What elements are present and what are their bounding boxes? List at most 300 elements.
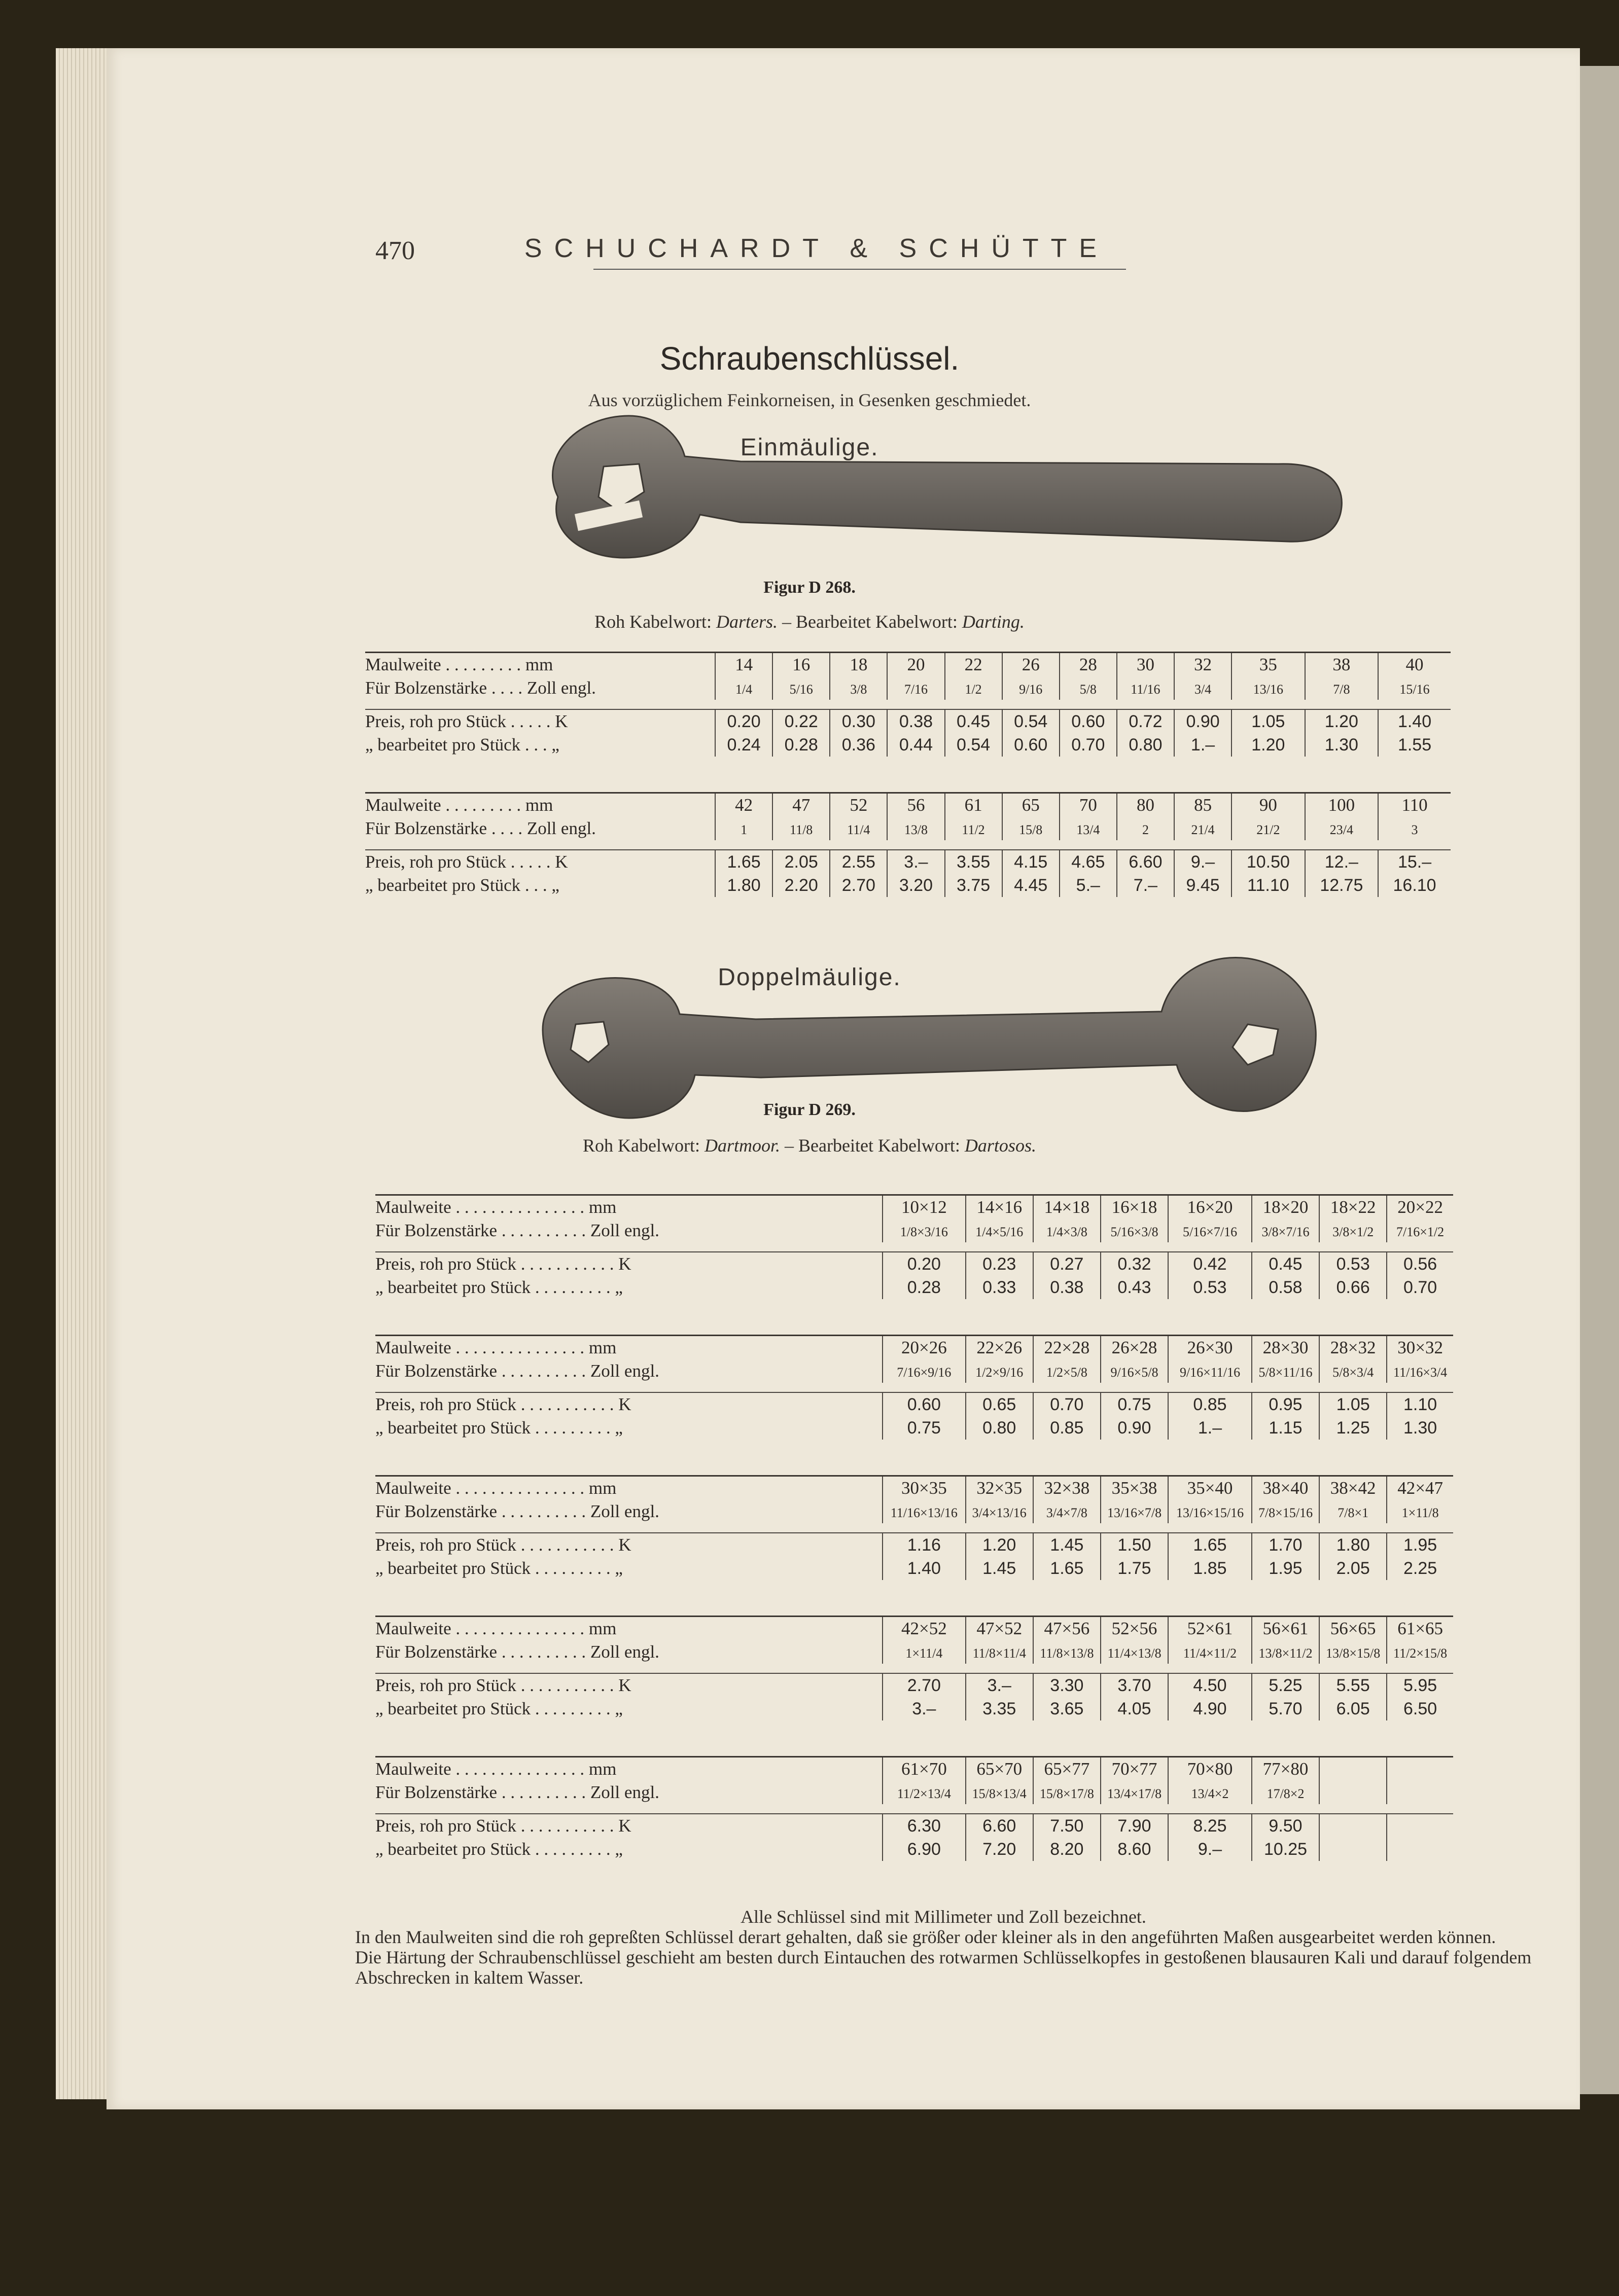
table-cell: 0.85 — [1050, 1418, 1084, 1438]
table-cell: 2.70 — [907, 1676, 941, 1695]
table-cell: 6.50 — [1403, 1699, 1437, 1718]
table-cell: 3.65 — [1050, 1699, 1084, 1718]
table-cell: 35×38 — [1111, 1478, 1157, 1498]
table-cell: 0.38 — [899, 712, 933, 731]
table-cell: 77×80 — [1262, 1759, 1309, 1779]
table-cell: 9.– — [1198, 1840, 1222, 1859]
table-cell: 28×32 — [1330, 1338, 1376, 1357]
table-cell: 90 — [1259, 795, 1277, 815]
table-cell: 15.– — [1397, 852, 1432, 872]
table-cell: 0.70 — [1403, 1278, 1437, 1297]
table-cell: 4.50 — [1193, 1676, 1227, 1695]
table-cell: 0.54 — [956, 735, 991, 755]
table-cell: 0.20 — [727, 712, 761, 731]
table-cell: 8.25 — [1193, 1816, 1227, 1836]
table-row — [375, 1392, 1453, 1416]
table-cell: 1.05 — [1336, 1395, 1370, 1414]
table-cell: 52 — [850, 795, 868, 815]
table-row — [365, 850, 1451, 874]
note-2: In den Maulweiten sind die roh gepreßten Schlüssel derart gehalten, daß sie größer oder kleiner als in den angeführten Maßen ausgearbeitet werden können. — [355, 1927, 1496, 1947]
table-cell: 1/8×3/16 — [900, 1225, 948, 1239]
row-label: Für Bolzenstärke . . . . . . . . . . Zoll engl. — [375, 1221, 659, 1240]
row-label: Maulweite . . . . . . . . . . . . . . . mm — [375, 1195, 883, 1219]
table-cell: 0.80 — [1129, 735, 1163, 755]
table-cell: 1.85 — [1193, 1559, 1227, 1578]
row-label: Preis, roh pro Stück . . . . . K — [365, 709, 715, 733]
table-cell: 0.70 — [1071, 735, 1105, 755]
table-cell: 35×40 — [1187, 1478, 1233, 1498]
table-cell: 80 — [1136, 795, 1154, 815]
row-label: Preis, roh pro Stück . . . . . K — [365, 850, 715, 874]
table-row — [375, 1195, 1453, 1219]
kabel-prefix: Roh Kabelwort: — [583, 1135, 705, 1156]
table-row — [375, 1416, 1453, 1440]
table-cell: 11/16×3/4 — [1393, 1365, 1448, 1380]
table-cell: 18×20 — [1262, 1197, 1309, 1217]
table-cell: 7/8×1 — [1338, 1505, 1369, 1520]
table-row — [375, 1500, 1453, 1523]
table-cell: 1×11/4 — [905, 1646, 943, 1661]
table-cell: 85 — [1194, 795, 1212, 815]
table-cell: 4.05 — [1117, 1699, 1151, 1718]
table-cell: 1.10 — [1403, 1395, 1437, 1414]
section-heading-doppelmaulig: Doppelmäulige. — [718, 964, 901, 991]
table-cell: 0.36 — [841, 735, 875, 755]
table-cell: 14×18 — [1044, 1197, 1090, 1217]
table-cell: 1.70 — [1269, 1535, 1303, 1555]
table-cell: 1.25 — [1336, 1418, 1370, 1438]
table-cell: 14×16 — [976, 1197, 1023, 1217]
table-row — [375, 1814, 1453, 1838]
table-cell: 70×80 — [1187, 1759, 1233, 1779]
table-cell: 70 — [1079, 795, 1097, 815]
row-label: Maulweite . . . . . . . . . . . . . . . mm — [375, 1757, 883, 1781]
table-cell: 5.70 — [1269, 1699, 1303, 1718]
table-row — [375, 1697, 1453, 1720]
table-cell: 12.75 — [1320, 876, 1363, 895]
row-label: „ bearbeitet pro Stück . . . . . . . . . „ — [375, 1839, 623, 1859]
price-table-einmaulig — [365, 652, 1451, 932]
table-cell: 1.75 — [1117, 1559, 1151, 1578]
table-cell: 6.05 — [1336, 1699, 1370, 1718]
table-cell: 5/8×3/4 — [1332, 1365, 1374, 1380]
table-cell: 7.20 — [982, 1840, 1016, 1859]
table-cell: 13/16 — [1253, 682, 1283, 697]
table-row — [365, 653, 1451, 677]
table-cell: 5.25 — [1269, 1676, 1303, 1695]
table-cell: 15/16 — [1399, 682, 1430, 697]
table-cell: 9.– — [1190, 852, 1215, 872]
table-cell: 1/2×5/8 — [1046, 1365, 1087, 1380]
table-cell: 13/4 — [1076, 822, 1100, 837]
table-row — [375, 1336, 1453, 1360]
table-cell: 0.43 — [1117, 1278, 1151, 1297]
table-cell: 0.33 — [982, 1278, 1016, 1297]
table-cell: 8.60 — [1117, 1840, 1151, 1859]
table-cell: 1.65 — [1050, 1559, 1084, 1578]
table-cell: 0.38 — [1050, 1278, 1084, 1297]
table-cell: 16 — [792, 655, 811, 674]
table-cell: 0.60 — [1014, 735, 1048, 755]
table-row — [365, 874, 1451, 897]
table-row — [365, 817, 1451, 840]
table-cell: 9/16×11/16 — [1179, 1365, 1241, 1380]
table-cell: 6.30 — [907, 1816, 941, 1836]
table-cell: 1.40 — [907, 1559, 941, 1578]
table-cell: 47×52 — [976, 1619, 1023, 1638]
page-header — [375, 226, 1263, 271]
table-cell: 38×42 — [1330, 1478, 1376, 1498]
table-cell: 35 — [1259, 655, 1277, 674]
table-cell: 65 — [1022, 795, 1040, 815]
table-cell: 1.– — [1198, 1418, 1222, 1438]
row-label: Für Bolzenstärke . . . . Zoll engl. — [365, 818, 596, 838]
table-cell: 16.10 — [1393, 876, 1436, 895]
running-title: SCHUCHARDT & SCHÜTTE — [524, 234, 1109, 263]
table-cell: 15/8×13/4 — [972, 1786, 1027, 1801]
table-cell: 0.60 — [907, 1395, 941, 1414]
table-cell: 7/8×15/16 — [1258, 1505, 1313, 1520]
table-cell: 3/4×7/8 — [1046, 1505, 1087, 1520]
table-cell: 13/16×15/16 — [1176, 1505, 1244, 1520]
table-cell: 13/8 — [904, 822, 928, 837]
table-cell: 30×35 — [901, 1478, 947, 1498]
table-cell: 1.20 — [1251, 735, 1285, 755]
table-cell: 3.75 — [956, 876, 991, 895]
table-cell: 0.75 — [907, 1418, 941, 1438]
table-cell: 0.22 — [784, 712, 818, 731]
table-cell: 1.65 — [1193, 1535, 1227, 1555]
table-cell: 0.32 — [1117, 1254, 1151, 1274]
table-cell: 7.90 — [1117, 1816, 1151, 1836]
table-cell: 26×30 — [1187, 1338, 1233, 1357]
table-cell: 0.45 — [956, 712, 991, 731]
table-cell: 7/16 — [904, 682, 928, 697]
table-cell: 1/4 — [735, 682, 753, 697]
table-cell: 21/2 — [1256, 822, 1280, 837]
table-cell: 3.– — [904, 852, 928, 872]
table-cell: 16×20 — [1187, 1197, 1233, 1217]
kabel-roh: Dartmoor. — [705, 1135, 781, 1156]
table-cell: 1.30 — [1324, 735, 1358, 755]
table-cell: 1.16 — [907, 1535, 941, 1555]
page-title: Schraubenschlüssel. — [659, 340, 960, 377]
table-cell: 1.65 — [727, 852, 761, 872]
table-cell: 0.85 — [1193, 1395, 1227, 1414]
table-cell: 20×22 — [1397, 1197, 1443, 1217]
table-cell: 18×22 — [1330, 1197, 1376, 1217]
table-cell: 11/16×13/16 — [890, 1505, 958, 1520]
table-cell: 0.58 — [1269, 1278, 1303, 1297]
table-cell: 11/8×11/4 — [972, 1646, 1026, 1661]
kabel-mid: – Bearbeitet Kabelwort: — [780, 1135, 965, 1156]
table-cell: 9.50 — [1269, 1816, 1303, 1836]
table-cell: 11.10 — [1247, 876, 1289, 895]
row-label: Preis, roh pro Stück . . . . . . . . . . . K — [375, 1392, 883, 1416]
table-cell: 5.95 — [1403, 1676, 1437, 1695]
table-cell: 42 — [735, 795, 753, 815]
table-cell: 0.28 — [784, 735, 818, 755]
table-cell: 42×52 — [901, 1619, 947, 1638]
table-cell: 1.80 — [727, 876, 761, 895]
kabel-line-2 — [0, 1135, 1619, 1156]
row-label: Preis, roh pro Stück . . . . . . . . . . . K — [375, 1673, 883, 1697]
table-row — [375, 1673, 1453, 1697]
table-cell: 56×61 — [1262, 1619, 1309, 1638]
table-cell: 0.30 — [841, 712, 875, 731]
table-cell: 0.44 — [899, 735, 933, 755]
table-cell: 11/2×13/4 — [897, 1786, 951, 1801]
note-1: Alle Schlüssel sind mit Millimeter und Zoll bezeichnet. — [741, 1907, 1146, 1927]
table-cell: 56 — [907, 795, 925, 815]
table-cell: 9/16×5/8 — [1110, 1365, 1158, 1380]
kabel-prefix: Roh Kabelwort: — [594, 612, 717, 632]
table-row — [365, 676, 1451, 700]
table-cell: 26×28 — [1111, 1338, 1157, 1357]
table-cell: 0.45 — [1269, 1254, 1303, 1274]
table-row — [375, 1219, 1453, 1242]
table-cell: 11/2 — [962, 822, 985, 837]
kabel-mid: – Bearbeitet Kabelwort: — [778, 612, 962, 632]
row-label: Für Bolzenstärke . . . . Zoll engl. — [365, 678, 596, 698]
table-cell: 7/8 — [1333, 682, 1350, 697]
table-cell: 3 — [1411, 822, 1418, 837]
table-cell: 11/4×13/8 — [1107, 1646, 1162, 1661]
table-cell: 1.95 — [1269, 1559, 1303, 1578]
table-cell: 7.– — [1133, 876, 1158, 895]
table-cell: 1.05 — [1251, 712, 1285, 731]
row-label: Für Bolzenstärke . . . . . . . . . . Zoll engl. — [375, 1782, 659, 1802]
table-cell: 22×28 — [1044, 1338, 1090, 1357]
table-cell: 52×61 — [1187, 1619, 1233, 1638]
table-cell: 0.60 — [1071, 712, 1105, 731]
kabel-roh: Darters. — [716, 612, 778, 632]
table-cell: 13/4×2 — [1191, 1786, 1229, 1801]
table-cell: 20×26 — [901, 1338, 947, 1357]
table-cell: 3.70 — [1117, 1676, 1151, 1695]
single-wrench-illustration — [527, 406, 1359, 568]
table-cell: 38 — [1332, 655, 1351, 674]
table-cell: 0.95 — [1269, 1395, 1303, 1414]
table-cell: 3.– — [912, 1699, 936, 1718]
table-row — [375, 1252, 1453, 1276]
row-label: Für Bolzenstärke . . . . . . . . . . Zoll engl. — [375, 1642, 659, 1662]
table-cell: 2 — [1142, 822, 1149, 837]
row-label: Maulweite . . . . . . . . . . . . . . . mm — [375, 1336, 883, 1360]
table-cell: 12.– — [1324, 852, 1358, 872]
table-cell: 30×32 — [1397, 1338, 1443, 1357]
table-cell: 10.50 — [1246, 852, 1290, 872]
table-cell: 110 — [1401, 795, 1428, 815]
table-row — [375, 1617, 1453, 1641]
row-label: Preis, roh pro Stück . . . . . . . . . . . K — [375, 1814, 883, 1838]
table-cell: 0.56 — [1403, 1254, 1437, 1274]
table-cell: 2.70 — [841, 876, 875, 895]
row-label: Für Bolzenstärke . . . . . . . . . . Zoll engl. — [375, 1501, 659, 1521]
row-label: „ bearbeitet pro Stück . . . . . . . . . „ — [375, 1558, 623, 1578]
table-cell: 21/4 — [1191, 822, 1215, 837]
table-cell: 3.– — [987, 1676, 1011, 1695]
table-cell: 4.90 — [1193, 1699, 1227, 1718]
table-cell: 22 — [964, 655, 982, 674]
table-cell: 11/16 — [1131, 682, 1160, 697]
table-cell: 1.15 — [1269, 1418, 1303, 1438]
table-cell: 40 — [1405, 655, 1424, 674]
table-cell: 5/16×7/16 — [1182, 1225, 1238, 1239]
row-label: Preis, roh pro Stück . . . . . . . . . . . K — [375, 1252, 883, 1276]
table-cell: 0.90 — [1186, 712, 1220, 731]
table-row — [365, 793, 1451, 817]
table-cell: 4.45 — [1014, 876, 1048, 895]
table-row — [375, 1557, 1453, 1580]
table-cell: 0.27 — [1050, 1254, 1084, 1274]
table-row — [365, 709, 1451, 733]
table-cell: 0.42 — [1193, 1254, 1227, 1274]
table-row — [375, 1640, 1453, 1664]
table-cell: 11/2×15/8 — [1393, 1646, 1448, 1661]
table-cell: 1 — [741, 822, 748, 837]
table-cell: 1.30 — [1403, 1418, 1437, 1438]
table-cell: 1.20 — [1324, 712, 1358, 731]
row-label: Preis, roh pro Stück . . . . . . . . . . . K — [375, 1533, 883, 1557]
table-cell: 2.55 — [841, 852, 875, 872]
table-cell: 0.23 — [982, 1254, 1016, 1274]
figure-label-d268: Figur D 268. — [763, 578, 856, 597]
table-cell: 0.54 — [1014, 712, 1048, 731]
table-cell: 16×18 — [1111, 1197, 1157, 1217]
table-cell: 22×26 — [976, 1338, 1023, 1357]
kabel-bearb: Darting. — [962, 612, 1025, 632]
table-cell: 3/8×7/16 — [1261, 1225, 1310, 1239]
table-cell: 3.20 — [899, 876, 933, 895]
row-label: Maulweite . . . . . . . . . mm — [365, 793, 715, 817]
table-cell: 1.45 — [982, 1559, 1016, 1578]
table-cell: 9.45 — [1186, 876, 1220, 895]
table-cell: 28 — [1079, 655, 1097, 674]
table-cell: 30 — [1136, 655, 1154, 674]
table-cell: 5/8×11/16 — [1258, 1365, 1313, 1380]
table-cell: 9/16 — [1019, 682, 1043, 697]
table-cell: 47 — [792, 795, 811, 815]
table-cell: 6.90 — [907, 1840, 941, 1859]
table-cell: 18 — [850, 655, 868, 674]
table-cell: 1/2×9/16 — [975, 1365, 1024, 1380]
table-cell: 17/8×2 — [1266, 1786, 1305, 1801]
table-row — [375, 1781, 1453, 1804]
table-cell: 0.28 — [907, 1278, 941, 1297]
table-cell: 2.25 — [1403, 1559, 1437, 1578]
table-cell: 0.24 — [727, 735, 761, 755]
table-cell: 1.– — [1190, 735, 1215, 755]
row-label: „ bearbeitet pro Stück . . . . . . . . . „ — [375, 1277, 623, 1297]
table-cell: 26 — [1022, 655, 1040, 674]
table-cell: 2.05 — [784, 852, 818, 872]
page-subtitle: Aus vorzüglichem Feinkorneisen, in Gesenken geschmiedet. — [588, 390, 1031, 410]
header-rule — [593, 269, 1126, 270]
row-label: Maulweite . . . . . . . . . . . . . . . mm — [375, 1476, 883, 1500]
table-cell: 1×11/8 — [1401, 1505, 1439, 1520]
table-cell: 1/4×5/16 — [975, 1225, 1024, 1239]
table-cell: 1.20 — [982, 1535, 1016, 1555]
table-cell: 11/4 — [847, 822, 870, 837]
table-cell: 1.95 — [1403, 1535, 1437, 1555]
kabel-bearb: Dartosos. — [964, 1135, 1036, 1156]
table-cell: 5/16 — [789, 682, 813, 697]
table-cell: 3.55 — [956, 852, 991, 872]
table-cell: 61 — [964, 795, 982, 815]
table-cell: 14 — [735, 655, 753, 674]
row-label: „ bearbeitet pro Stück . . . . . . . . . „ — [375, 1418, 623, 1438]
table-cell: 28×30 — [1262, 1338, 1309, 1357]
table-cell: 1.45 — [1050, 1535, 1084, 1555]
table-cell: 3/4 — [1194, 682, 1212, 697]
table-cell: 13/8×15/8 — [1326, 1646, 1381, 1661]
table-cell: 3/8 — [850, 682, 867, 697]
table-cell: 61×70 — [901, 1759, 947, 1779]
table-cell: 0.66 — [1336, 1278, 1370, 1297]
table-cell: 38×40 — [1262, 1478, 1309, 1498]
table-cell: 4.65 — [1071, 852, 1105, 872]
table-cell: 7/16×9/16 — [897, 1365, 952, 1380]
row-label: Maulweite . . . . . . . . . . . . . . . mm — [375, 1617, 883, 1641]
row-label: Maulweite . . . . . . . . . mm — [365, 653, 715, 677]
table-cell: 65×70 — [976, 1759, 1023, 1779]
table-cell: 11/8 — [790, 822, 813, 837]
note-3: Die Härtung der Schraubenschlüssel geschieht am besten durch Eintauchen des rotwarmen Schlüsselkopfes in gestoßenen blausauren Kali und darauf folgendem Abschrecken in kaltem Wasser. — [355, 1947, 1532, 1988]
table-cell: 100 — [1328, 795, 1355, 815]
table-cell: 32 — [1194, 655, 1212, 674]
table-cell: 0.90 — [1117, 1418, 1151, 1438]
table-cell: 6.60 — [982, 1816, 1016, 1836]
table-cell: 5/8 — [1079, 682, 1097, 697]
table-cell: 0.53 — [1193, 1278, 1227, 1297]
table-cell: 3.35 — [982, 1699, 1016, 1718]
table-cell: 15/8×17/8 — [1039, 1786, 1094, 1801]
table-cell: 1.55 — [1397, 735, 1432, 755]
table-cell: 13/8×11/2 — [1258, 1646, 1313, 1661]
table-cell: 3/4×13/16 — [972, 1505, 1027, 1520]
table-cell: 0.53 — [1336, 1254, 1370, 1274]
table-cell: 1.80 — [1336, 1535, 1370, 1555]
price-table-doppelmaulig — [375, 1194, 1453, 1896]
table-cell: 70×77 — [1111, 1759, 1157, 1779]
page-number: 470 — [375, 236, 415, 265]
row-label: Für Bolzenstärke . . . . . . . . . . Zoll engl. — [375, 1361, 659, 1381]
table-cell: 5.55 — [1336, 1676, 1370, 1695]
table-cell: 0.80 — [982, 1418, 1016, 1438]
figure-label-d269: Figur D 269. — [763, 1100, 856, 1119]
table-cell: 61×65 — [1397, 1619, 1443, 1638]
table-cell: 0.65 — [982, 1395, 1016, 1414]
table-cell: 23/4 — [1329, 822, 1353, 837]
table-row — [375, 1757, 1453, 1781]
table-cell: 8.20 — [1050, 1840, 1084, 1859]
table-cell: 32×38 — [1044, 1478, 1090, 1498]
table-cell: 1.40 — [1397, 712, 1432, 731]
table-cell: 2.20 — [784, 876, 818, 895]
table-row — [375, 1476, 1453, 1500]
table-cell: 1/4×3/8 — [1046, 1225, 1087, 1239]
table-cell: 47×56 — [1044, 1619, 1090, 1638]
row-label: „ bearbeitet pro Stück . . . „ — [365, 875, 559, 895]
table-cell: 42×47 — [1397, 1478, 1443, 1498]
table-cell: 52×56 — [1111, 1619, 1157, 1638]
table-cell: 65×77 — [1044, 1759, 1090, 1779]
table-row — [375, 1533, 1453, 1557]
table-row — [375, 1359, 1453, 1383]
kabel-line-1 — [0, 611, 1619, 632]
table-cell: 0.20 — [907, 1254, 941, 1274]
